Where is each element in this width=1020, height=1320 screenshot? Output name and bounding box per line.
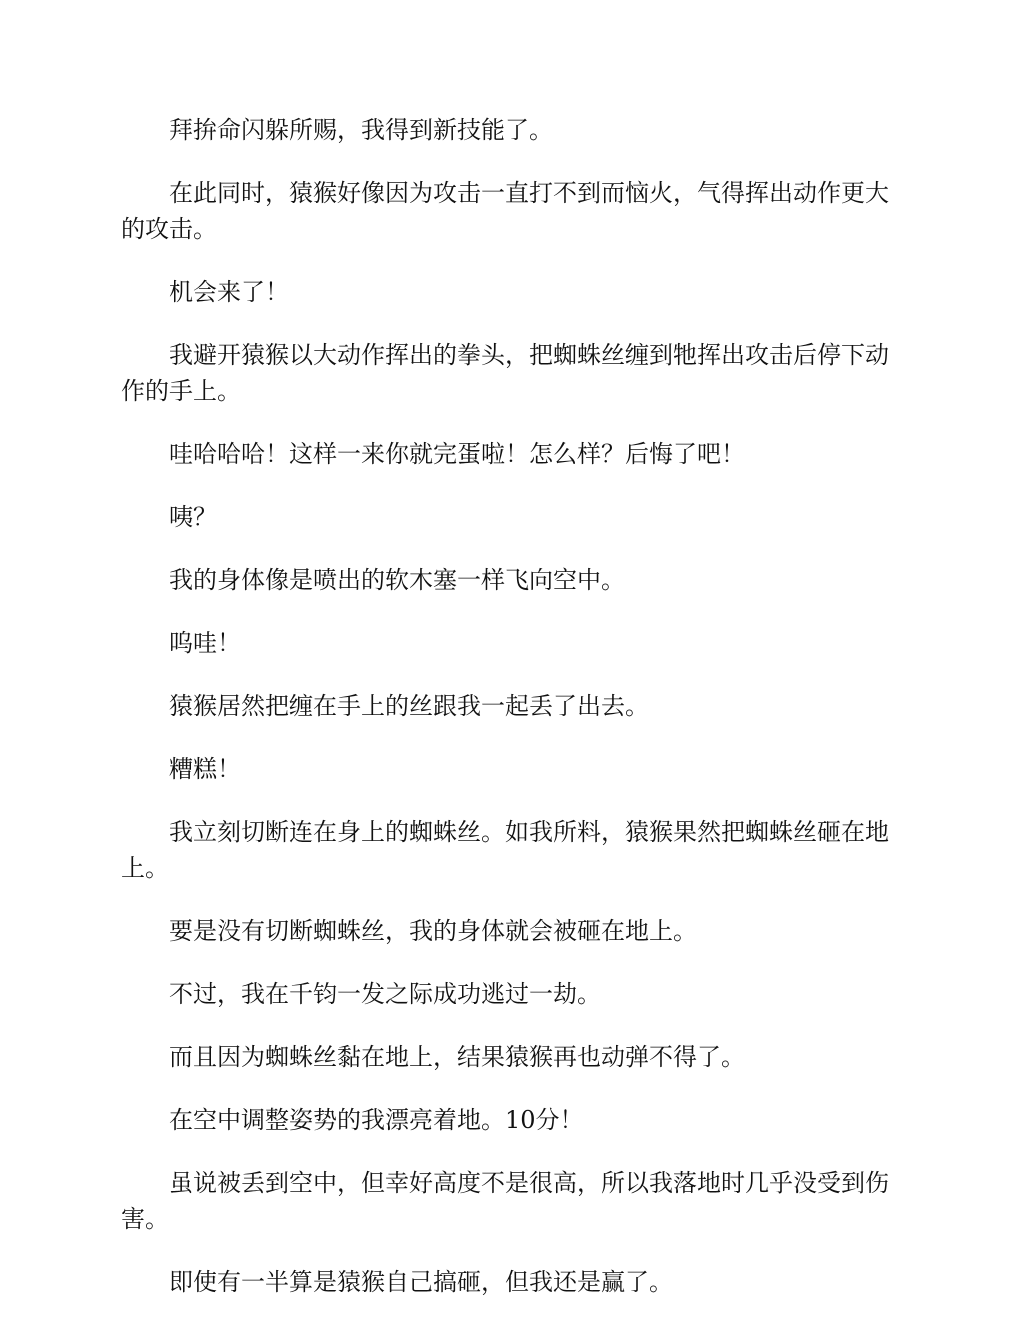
paragraph: 机会来了！ bbox=[169, 278, 289, 306]
paragraph: 我的身体像是喷出的软木塞一样飞向空中。 bbox=[169, 566, 625, 594]
paragraph: 拜拚命闪躲所赐，我得到新技能了。 bbox=[169, 116, 553, 144]
paragraph: 咦？ bbox=[169, 503, 217, 531]
paragraph: 在此同时，猿猴好像因为攻击一直打不到而恼火，气得挥出动作更大的攻击。 bbox=[121, 179, 889, 243]
paragraph: 即使有一半算是猿猴自己搞砸，但我还是赢了。 bbox=[169, 1268, 673, 1296]
paragraph: 要是没有切断蜘蛛丝，我的身体就会被砸在地上。 bbox=[169, 917, 697, 945]
paragraph: 猿猴居然把缠在手上的丝跟我一起丢了出去。 bbox=[169, 692, 649, 720]
paragraph: 而且因为蜘蛛丝黏在地上，结果猿猴再也动弹不得了。 bbox=[169, 1043, 745, 1071]
paragraph: 虽说被丢到空中，但幸好高度不是很高，所以我落地时几乎没受到伤害。 bbox=[121, 1169, 889, 1233]
paragraph: 哇哈哈哈！这样一来你就完蛋啦！怎么样？后悔了吧！ bbox=[169, 440, 745, 468]
paragraph: 呜哇！ bbox=[169, 629, 241, 657]
paragraph: 我立刻切断连在身上的蜘蛛丝。如我所料，猿猴果然把蜘蛛丝砸在地上。 bbox=[121, 818, 889, 882]
paragraph: 糟糕！ bbox=[169, 755, 241, 783]
paragraph: 我避开猿猴以大动作挥出的拳头，把蜘蛛丝缠到牠挥出攻击后停下动作的手上。 bbox=[121, 341, 889, 405]
paragraph: 不过，我在千钧一发之际成功逃过一劫。 bbox=[169, 980, 601, 1008]
paragraph: 在空中调整姿势的我漂亮着地。10分！ bbox=[169, 1106, 584, 1134]
